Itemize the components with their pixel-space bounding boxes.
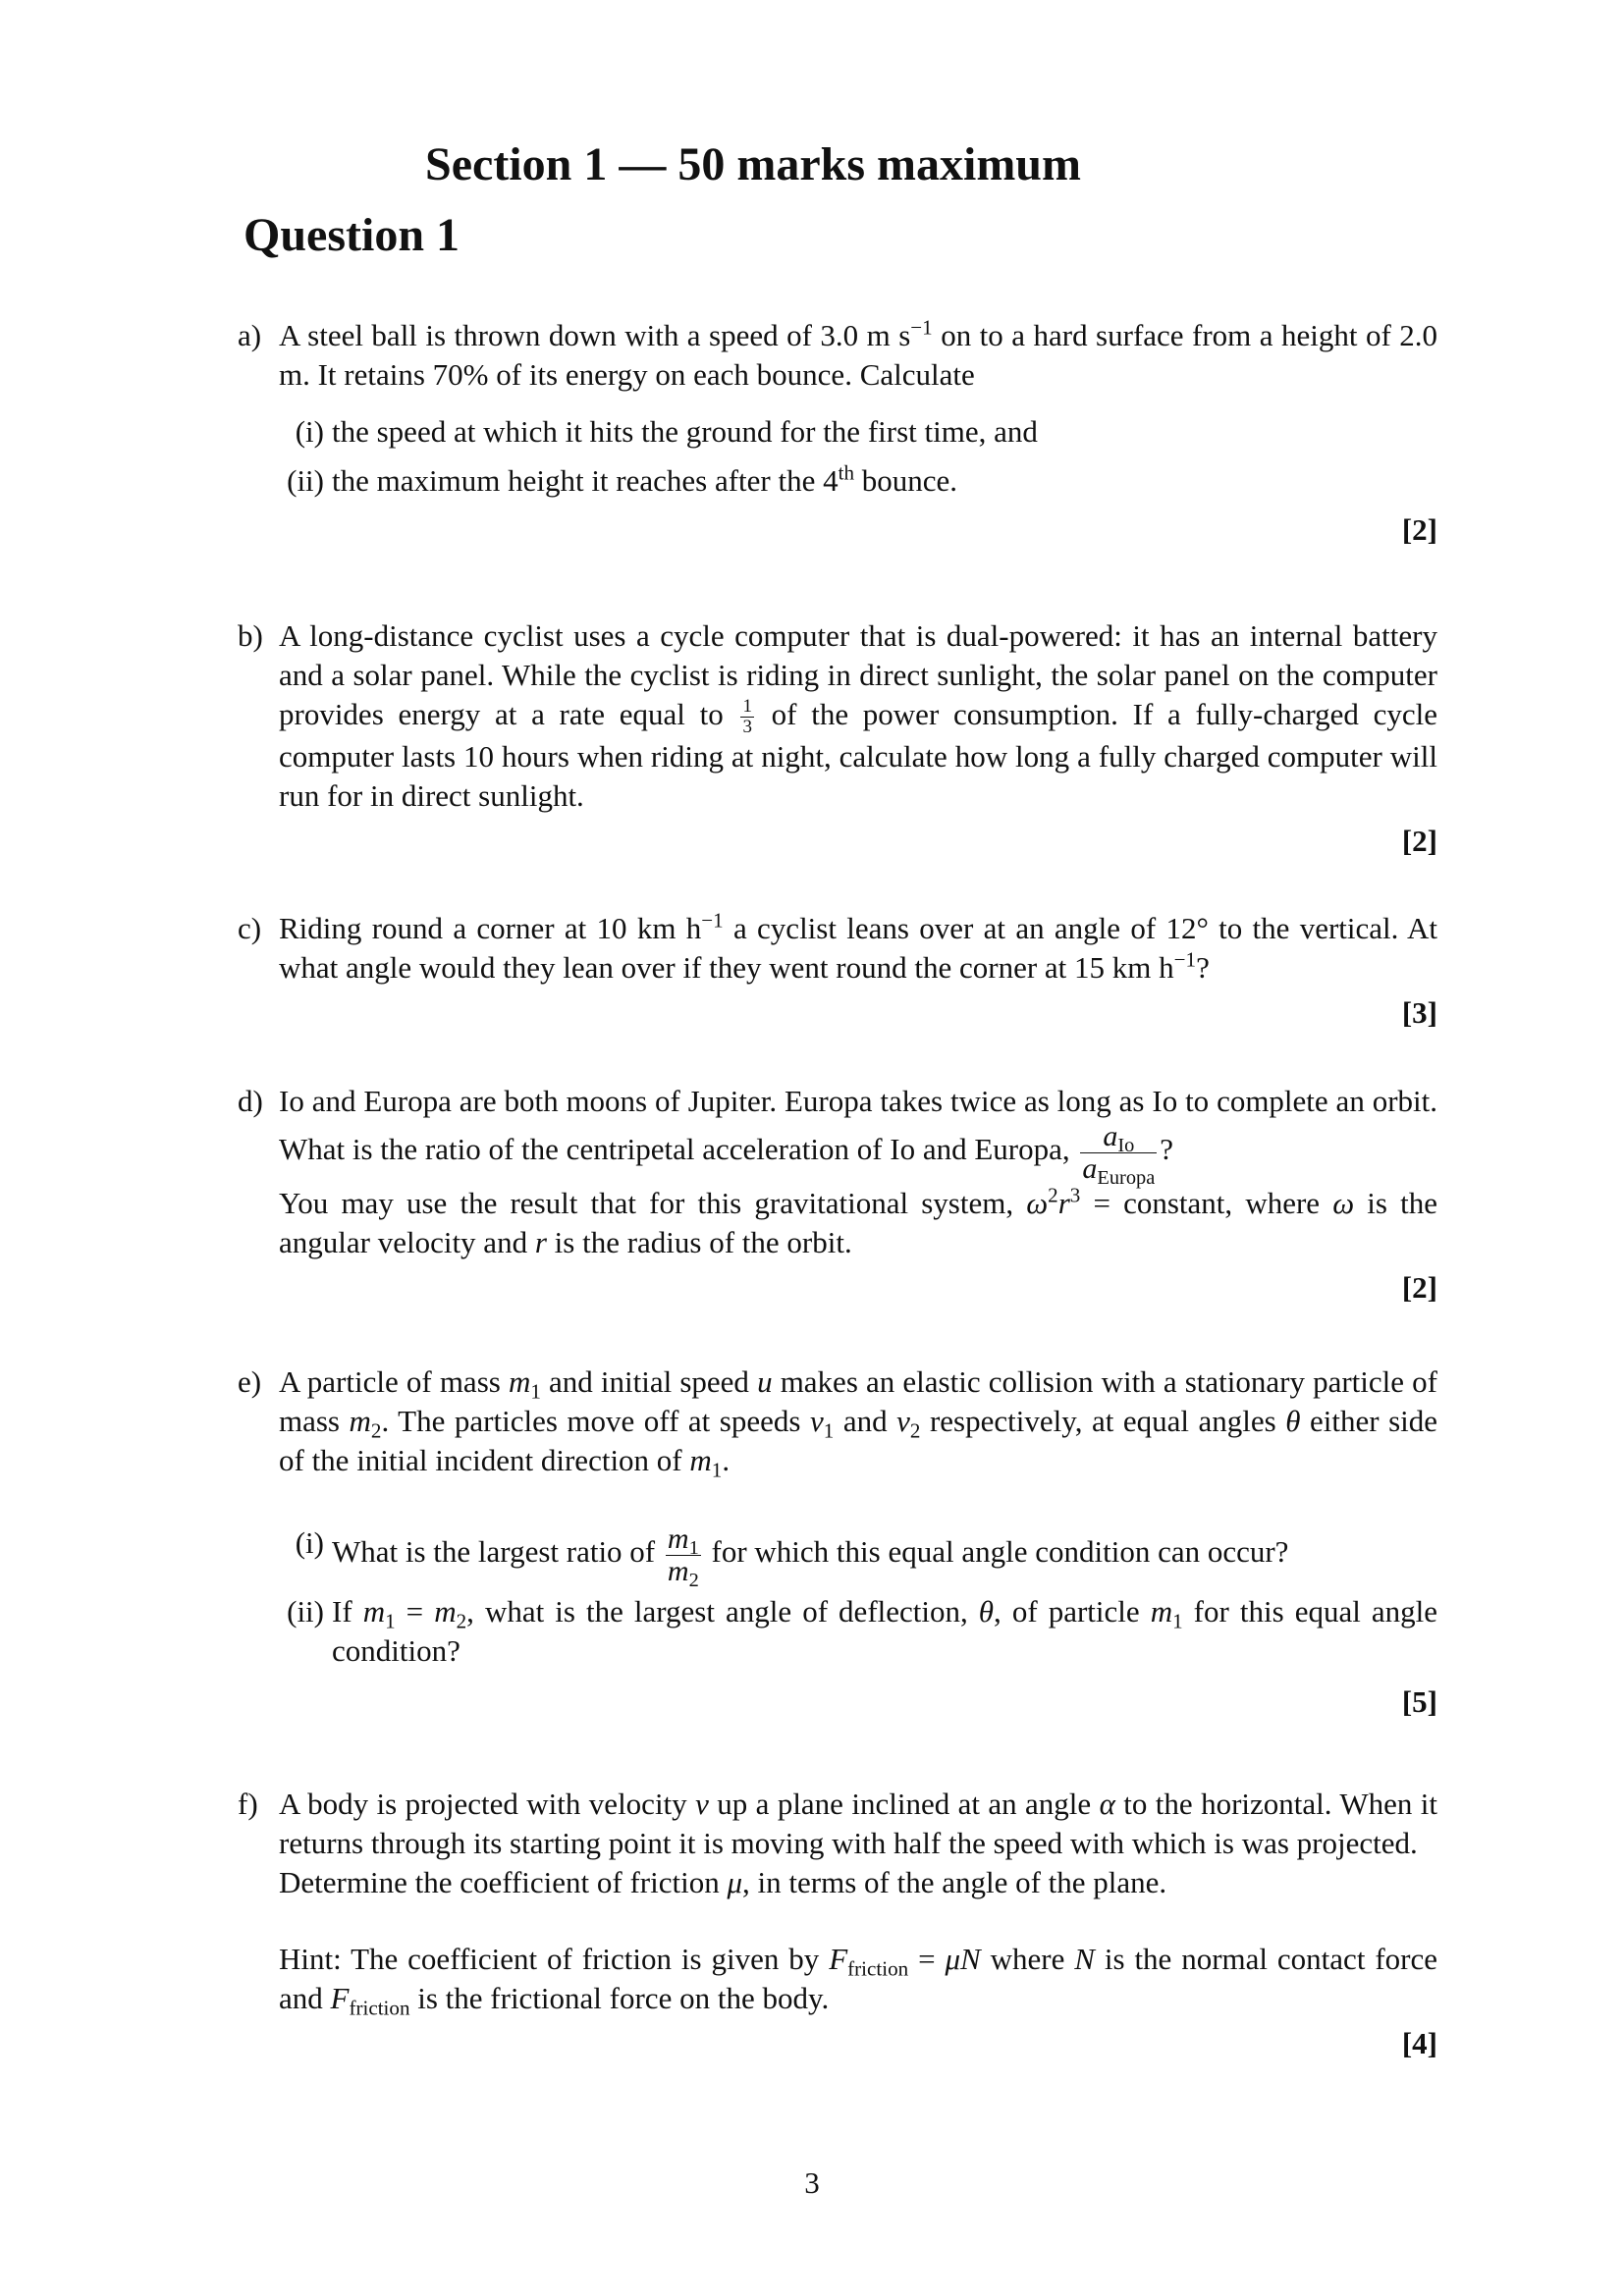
page-number: 3 [804, 2165, 820, 2200]
part-c [238, 909, 1437, 1033]
fraction: $\frac{a_{Io}}{a_{Europa}}$ [1082, 1120, 1156, 1189]
sub-label: (ii) [287, 1594, 324, 1629]
marks: [4] [1401, 2026, 1437, 2060]
part-e-text: A particle of mass $m_1$ and initial speed u makes an elastic collision with a stationary particle of mass $m_2$. The particles move off at speeds $v_1$ and $v_2$ respectively, at equal angles θ either side of the initial incident direction of $m_1$. [279, 1364, 1438, 1482]
fraction: $\frac{m_1}{m_2}$ [667, 1522, 699, 1591]
part-f [238, 1785, 1437, 2063]
marks: [3] [1401, 995, 1437, 1030]
part-label: c) [238, 911, 262, 945]
part-label: b) [238, 618, 263, 653]
part-d [238, 1082, 1437, 1308]
part-d-hint: You may use the result that for this gravitational system, $\omega^2r^3$ = constant, where ω is the angular velocity and r is the radius of the orbit. [279, 1183, 1437, 1259]
part-label: f) [238, 1787, 258, 1821]
part-f-hint: Hint: The coefficient of friction is given by $F_{friction} = \mu N$ where N is the normal contact force and $F_{friction}$ is the frictional force on the body. [279, 1942, 1438, 2020]
part-f-text: A body is projected with velocity v up a plane inclined at an angle α to the horizontal. When it returns through its starting point it is moving with half the speed with which is was projected. [279, 1787, 1437, 1860]
sub-label: (i) [295, 1525, 324, 1560]
part-label: a) [238, 318, 262, 352]
part-a [238, 316, 1437, 550]
part-c-text: Riding round a corner at 10 km $h^{-1}$ a cyclist leans over at an angle of 12° to the vertical. At what angle would they lean over if they went round the corner at 15 km $h^{-1}$? [279, 908, 1438, 985]
marks: [2] [1401, 1270, 1437, 1305]
part-label: d) [238, 1084, 263, 1118]
sub-label: (ii) [287, 463, 324, 498]
sub-label: (i) [295, 414, 324, 449]
part-a-text: A steel ball is thrown down with a speed of 3.0 m $s^{-1}$ on to a hard surface from a height of 2.0 m. It retains 70% of its energy on each bounce. Calculate [279, 315, 1437, 392]
fraction: $\frac{1}{3}$ [742, 696, 752, 738]
part-d-text: Io and Europa are both moons of Jupiter. Europa takes twice as long as Io to complete an orbit. What is the ratio of the centripetal acceleration of Io and Europa, $\frac{a_{Io}}{a_{Europa}}$ ? [279, 1084, 1437, 1189]
sub-question: (i) the speed at which it hits the ground for the first time, and [279, 412, 1437, 452]
part-e [238, 1362, 1437, 1722]
marks: [2] [1401, 512, 1437, 547]
sub-question: (ii) If $m_1 = m_2$, what is the largest angle of deflection, θ, of particle $m_1$ for this equal angle condition? [287, 1594, 1438, 1668]
sub-question: (ii) the maximum height it reaches after the 4th bounce. [279, 461, 1437, 501]
sub-question: (i) What is the largest ratio of $\frac{m_1}{m_2}$ for which this equal angle condition can occur? [295, 1522, 1289, 1591]
part-label: e) [238, 1364, 262, 1399]
part-b [238, 616, 1437, 861]
marks: [2] [1401, 824, 1437, 859]
marks: [5] [1401, 1684, 1437, 1719]
part-b-text: A long-distance cyclist uses a cycle computer that is dual-powered: it has an internal battery and a solar panel. While the cyclist is riding in direct sunlight, the solar panel on the computer provides energy at a rate equal to $\frac{1}{3}$ of the power consumption. If a fully-charged cycle computer lasts 10 hours when riding at night, calculate how long a fully charged computer will run for in direct sunlight. [279, 618, 1437, 814]
question-title: Question 1 [244, 209, 460, 261]
part-f-question: Determine the coefficient of friction μ, in terms of the angle of the plane. [279, 1865, 1167, 1899]
section-title: Section 1 — 50 marks maximum [425, 138, 1081, 190]
